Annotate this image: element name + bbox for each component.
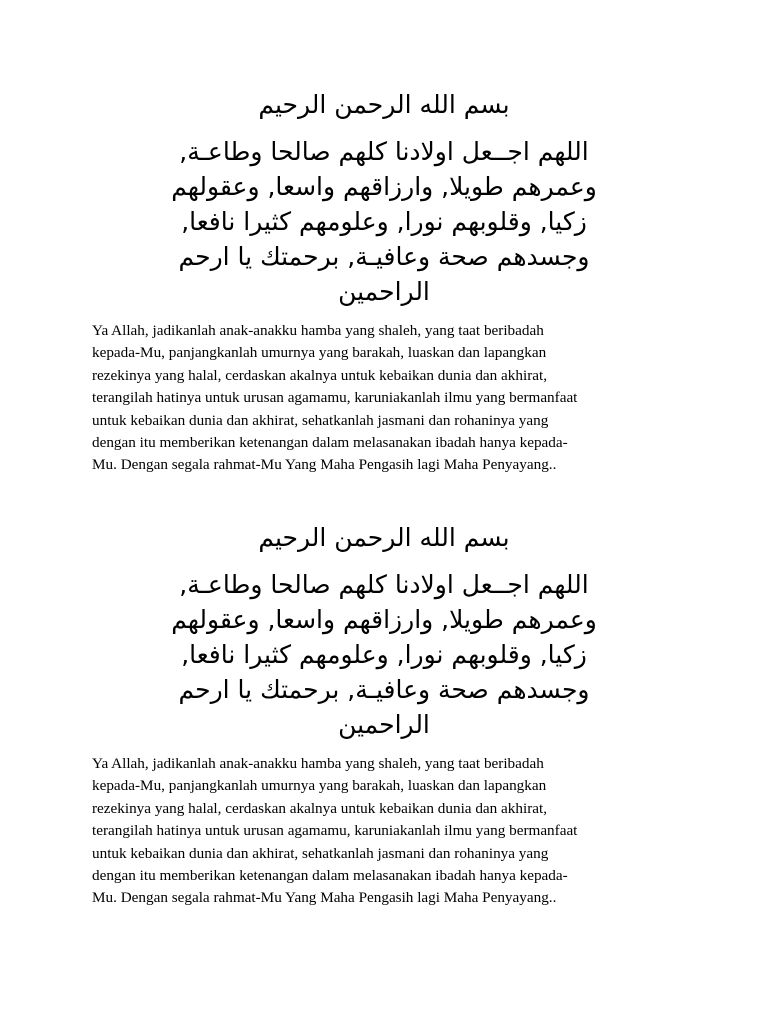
translation-line: terangilah hatinya untuk urusan agamamu, karuniakanlah ilmu yang bermanfaat xyxy=(92,822,578,840)
translation-line: Mu. Dengan segala rahmat-Mu Yang Maha Pengasih lagi Maha Penyayang.. xyxy=(92,889,557,907)
arabic-prayer-line: وجسدهم صحة وعافيـة, برحمتك يا ارحم xyxy=(178,675,590,704)
indonesian-translation xyxy=(92,320,676,477)
arabic-prayer-line: الراحمين xyxy=(338,710,430,739)
arabic-prayer-line: زكيا, وقلوبهم نورا, وعلومهم كثيرا نافعا, xyxy=(181,640,587,669)
translation-line: untuk kebaikan dunia dan akhirat, sehatkanlah jasmani dan rohaninya yang xyxy=(92,844,549,862)
prayer-section-2 xyxy=(92,521,676,910)
arabic-prayer-line: زكيا, وقلوبهم نورا, وعلومهم كثيرا نافعا, xyxy=(181,207,587,236)
translation-line: Ya Allah, jadikanlah anak-anakku hamba yang shaleh, yang taat beribadah xyxy=(92,755,544,772)
translation-line: Ya Allah, jadikanlah anak-anakku hamba yang shaleh, yang taat beribadah xyxy=(92,322,544,339)
translation-line: Mu. Dengan segala rahmat-Mu Yang Maha Pengasih lagi Maha Penyayang.. xyxy=(92,456,557,474)
translation-line: kepada-Mu, panjangkanlah umurnya yang barakah, luaskan dan lapangkan xyxy=(92,777,547,795)
arabic-prayer-line: وعمرهم طويلا, وارزاقهم واسعا, وعقولهم xyxy=(171,172,597,201)
translation-line: dengan itu memberikan ketenangan dalam melasanakan ibadah hanya kepada- xyxy=(92,434,568,452)
basmala-heading: بسم الله الرحمن الرحيم xyxy=(258,90,510,119)
arabic-prayer-line: اللهم اجــعل اولادنا كلهم صالحا وطاعـة, xyxy=(179,137,589,166)
arabic-prayer xyxy=(92,567,676,742)
arabic-prayer-line: وجسدهم صحة وعافيـة, برحمتك يا ارحم xyxy=(178,242,590,271)
translation-line: rezekinya yang halal, cerdaskan akalnya untuk kebaikan dunia dan akhirat, xyxy=(92,799,548,817)
arabic-prayer-line: اللهم اجــعل اولادنا كلهم صالحا وطاعـة, xyxy=(179,570,589,599)
arabic-prayer-line: وعمرهم طويلا, وارزاقهم واسعا, وعقولهم xyxy=(171,605,597,634)
arabic-prayer-line: الراحمين xyxy=(338,277,430,306)
indonesian-translation xyxy=(92,753,676,910)
translation-line: dengan itu memberikan ketenangan dalam melasanakan ibadah hanya kepada- xyxy=(92,867,568,885)
translation-line: terangilah hatinya untuk urusan agamamu, karuniakanlah ilmu yang bermanfaat xyxy=(92,389,578,407)
translation-line: rezekinya yang halal, cerdaskan akalnya untuk kebaikan dunia dan akhirat, xyxy=(92,366,548,384)
prayer-section-1 xyxy=(92,88,676,477)
translation-line: kepada-Mu, panjangkanlah umurnya yang barakah, luaskan dan lapangkan xyxy=(92,344,547,362)
translation-line: untuk kebaikan dunia dan akhirat, sehatkanlah jasmani dan rohaninya yang xyxy=(92,411,549,429)
basmala-heading: بسم الله الرحمن الرحيم xyxy=(258,523,510,552)
arabic-prayer xyxy=(92,134,676,309)
